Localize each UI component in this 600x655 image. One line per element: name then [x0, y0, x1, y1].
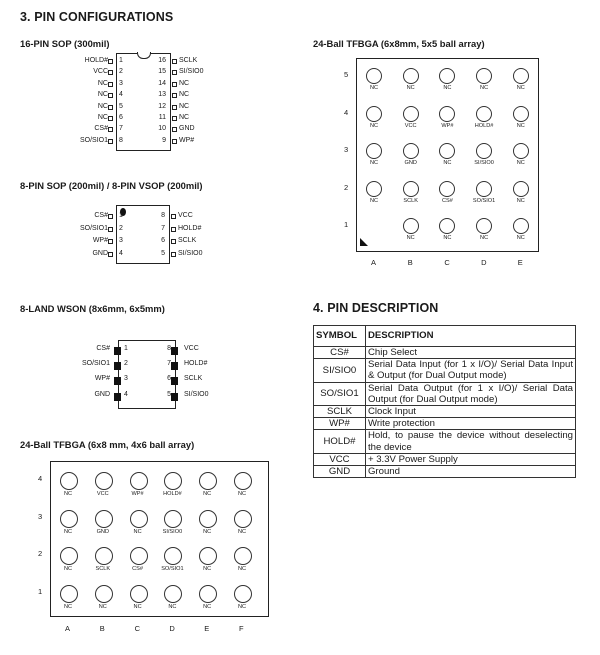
- pin-number: 5: [161, 249, 165, 257]
- pin-pad: [172, 70, 177, 75]
- pin-number: 1: [119, 57, 123, 64]
- pin-name: VCC: [93, 68, 108, 76]
- pin-symbol-cell: GND: [314, 466, 366, 478]
- pin-number: 8: [161, 212, 165, 219]
- pin-symbol-cell: SCLK: [314, 406, 366, 418]
- ball-label: SI/SIO0: [162, 528, 183, 535]
- pin-name: GND: [179, 125, 195, 133]
- pin-number: 13: [158, 91, 166, 99]
- pin-number: 3: [119, 79, 123, 87]
- solder-ball: [439, 181, 455, 197]
- pin1-notch: [137, 52, 151, 59]
- solder-ball: [476, 68, 492, 84]
- row-label: 4: [344, 107, 349, 117]
- solder-ball: [366, 143, 382, 159]
- ball-label: NC: [203, 528, 212, 535]
- pin-number: 14: [158, 79, 166, 87]
- ball-label: SI/SIO0: [474, 160, 494, 166]
- ball-label: NC: [516, 235, 525, 241]
- pin-configurations-heading: 3. PIN CONFIGURATIONS: [20, 10, 174, 24]
- table-row: [314, 406, 576, 418]
- ball-label: NC: [516, 197, 525, 204]
- ball-label: SCLK: [95, 566, 111, 572]
- pin-pad: [171, 214, 176, 219]
- ball-label: NC: [237, 528, 247, 535]
- pin-description-cell: + 3.3V Power Supply: [365, 453, 575, 465]
- pin-name: GND: [92, 249, 108, 257]
- column-label: D: [481, 258, 487, 267]
- ball-label: HOLD#: [474, 122, 494, 129]
- pin-description-heading: 4. PIN DESCRIPTION: [313, 301, 439, 315]
- solder-ball: [95, 510, 113, 528]
- table-row: [314, 430, 576, 453]
- pin-number: 8: [167, 345, 171, 352]
- ball-label: SO/SIO1: [472, 197, 496, 204]
- solder-ball: [234, 510, 252, 528]
- solder-ball: [234, 585, 252, 603]
- pin-description-cell: Ground: [365, 466, 575, 478]
- pin-pad: [171, 377, 178, 385]
- ball-label: SO/SIO1: [161, 566, 184, 572]
- ball-label: CS#: [132, 566, 144, 572]
- pin-name: HOLD#: [178, 224, 202, 232]
- pin-name: HOLD#: [184, 360, 208, 368]
- pin-pad: [172, 82, 177, 87]
- ball-label: VCC: [404, 122, 417, 129]
- pin-name: SCLK: [178, 237, 197, 245]
- pin-pad: [172, 139, 177, 144]
- pin-pad: [172, 93, 177, 98]
- solder-ball: [476, 218, 492, 234]
- pin-pad: [172, 105, 177, 110]
- table-row: [314, 453, 576, 465]
- pin-name: NC: [179, 79, 190, 87]
- pin-symbol-cell: CS#: [314, 347, 366, 359]
- ball-label: NC: [443, 85, 452, 91]
- pin-description-cell: Serial Data Output (for 1 x I/O)/ Serial Data Output (for Dual Output mode): [365, 382, 575, 405]
- pin-symbol-cell: SO/SIO1: [314, 382, 366, 405]
- ball-label: NC: [480, 85, 489, 91]
- table-row: [314, 347, 576, 359]
- pin-name: GND: [94, 390, 110, 398]
- pin-pad: [108, 214, 113, 219]
- pin-symbol-cell: VCC: [314, 453, 366, 465]
- column-label: F: [239, 624, 244, 633]
- pin-description-cell: Hold, to pause the device without deselecting the device: [365, 430, 575, 453]
- pin-symbol-cell: WP#: [314, 418, 366, 430]
- table-row: [314, 359, 576, 382]
- pin-pad: [108, 93, 113, 98]
- pin-number: 9: [162, 136, 166, 144]
- solder-ball: [403, 218, 419, 234]
- ball-label: NC: [516, 160, 525, 166]
- pin-number: 4: [124, 390, 128, 398]
- column-label: A: [371, 258, 377, 267]
- ball-label: NC: [63, 566, 73, 572]
- column-label: C: [134, 624, 141, 633]
- pin-pad: [108, 70, 113, 75]
- pin-number: 12: [158, 102, 166, 110]
- pin-number: 2: [124, 360, 128, 368]
- table-row: [314, 466, 576, 478]
- symbol-column-header: SYMBOL: [314, 326, 366, 347]
- pin-number: 6: [167, 375, 171, 383]
- pin-pad: [108, 139, 113, 144]
- pin-description-cell: Write protection: [365, 418, 575, 430]
- row-label: 4: [38, 474, 43, 483]
- ball-label: NC: [237, 491, 247, 497]
- solder-ball: [60, 510, 78, 528]
- table-row: [314, 418, 576, 430]
- pin-number: 2: [119, 224, 123, 232]
- pin-description-cell: Clock Input: [365, 406, 575, 418]
- pin-number: 4: [119, 91, 123, 99]
- solder-ball: [513, 106, 529, 122]
- solder-ball: [95, 547, 113, 565]
- solder-ball: [130, 547, 148, 565]
- ball-label: CS#: [441, 197, 453, 204]
- pin-number: 7: [119, 125, 123, 133]
- ball-label: NC: [369, 122, 379, 129]
- column-label: B: [99, 624, 105, 633]
- solder-ball: [366, 106, 382, 122]
- pin-number: 7: [167, 360, 171, 368]
- bga4x6-title: 24-Ball TFBGA (6x8 mm, 4x6 ball array): [20, 439, 195, 450]
- pin-number: 10: [158, 125, 166, 133]
- pin-description-table: [313, 325, 576, 478]
- pin-name: NC: [179, 102, 190, 110]
- pin-name: NC: [97, 114, 108, 121]
- pin-pad: [108, 252, 113, 257]
- sop8-title: 8-PIN SOP (200mil) / 8-PIN VSOP (200mil): [20, 180, 203, 191]
- pin-name: SCLK: [184, 375, 203, 383]
- ball-label: NC: [443, 160, 452, 166]
- ball-label: NC: [369, 197, 379, 204]
- pin-number: 5: [119, 102, 123, 110]
- pin-name: NC: [97, 79, 108, 87]
- pin-pad: [108, 59, 113, 64]
- pin-symbol-cell: HOLD#: [314, 430, 366, 453]
- pin-name: NC: [179, 91, 190, 99]
- ball-a1-marker: [360, 238, 368, 246]
- solder-ball: [95, 472, 113, 490]
- pin-number: 5: [167, 390, 171, 398]
- bga5x5-title: 24-Ball TFBGA (6x8mm, 5x5 ball array): [313, 38, 485, 49]
- ball-label: NC: [63, 491, 73, 497]
- ball-label: NC: [98, 603, 107, 610]
- pin-pad: [114, 377, 121, 385]
- pin-number: 16: [158, 57, 166, 64]
- solder-ball: [403, 106, 419, 122]
- solder-ball: [439, 106, 455, 122]
- pin-name: SO/SIO1: [81, 360, 110, 368]
- ball-label: WP#: [441, 122, 454, 129]
- pin-pad: [108, 239, 113, 244]
- solder-ball: [164, 510, 182, 528]
- solder-ball: [130, 510, 148, 528]
- pin-name: CS#: [96, 345, 110, 352]
- pin-name: VCC: [178, 212, 193, 219]
- solder-ball: [513, 218, 529, 234]
- column-label: D: [169, 624, 175, 633]
- ball-label: NC: [203, 491, 212, 497]
- sop16-title: 16-PIN SOP (300mil): [20, 38, 110, 49]
- pin-pad: [114, 347, 121, 355]
- solder-ball: [164, 585, 182, 603]
- solder-ball: [403, 143, 419, 159]
- ball-label: NC: [168, 603, 177, 610]
- pin-number: 6: [161, 237, 165, 245]
- pin-name: WP#: [179, 136, 195, 144]
- solder-ball: [130, 585, 148, 603]
- table-header-row: [314, 326, 576, 347]
- solder-ball: [513, 68, 529, 84]
- pin-number: 15: [158, 68, 166, 76]
- column-label: E: [517, 258, 523, 267]
- ball-label: GND: [96, 528, 110, 535]
- solder-ball: [234, 472, 252, 490]
- pin-number: 4: [119, 249, 123, 257]
- ball-label: SCLK: [403, 197, 418, 204]
- wson-title: 8-LAND WSON (8x6mm, 6x5mm): [20, 303, 165, 314]
- pin-pad: [108, 127, 113, 132]
- pin-pad: [108, 227, 113, 232]
- solder-ball: [60, 585, 78, 603]
- pin-pad: [114, 393, 121, 401]
- ball-label: NC: [516, 122, 525, 129]
- pin-name: NC: [97, 102, 108, 110]
- ball-label: NC: [133, 603, 142, 610]
- solder-ball: [234, 547, 252, 565]
- solder-ball: [366, 181, 382, 197]
- pin-pad: [171, 239, 176, 244]
- column-label: B: [407, 258, 413, 267]
- pin-pad: [108, 116, 113, 121]
- solder-ball: [199, 585, 217, 603]
- pin-symbol-cell: SI/SIO0: [314, 359, 366, 382]
- pin-number: 8: [119, 136, 123, 144]
- pin-pad: [172, 59, 177, 64]
- ball-label: WP#: [131, 491, 144, 497]
- ball-label: VCC: [96, 491, 109, 497]
- solder-ball: [130, 472, 148, 490]
- pin-name: SI/SIO0: [179, 68, 204, 76]
- pin-name: SO/SIO1: [79, 136, 108, 144]
- pin-pad: [171, 227, 176, 232]
- pin-number: 1: [119, 212, 123, 219]
- pin-number: 7: [161, 224, 165, 232]
- solder-ball: [513, 143, 529, 159]
- solder-ball: [476, 143, 492, 159]
- ball-label: NC: [203, 566, 212, 572]
- pin-name: SCLK: [179, 57, 198, 64]
- pin-description-cell: Serial Data Input (for 1 x I/O)/ Serial Data Input & Output (for Dual Output mode): [365, 359, 575, 382]
- pin-pad: [114, 362, 121, 370]
- row-label: 2: [38, 549, 43, 558]
- pin-pad: [171, 347, 178, 355]
- pin-name: SI/SIO0: [178, 249, 203, 257]
- ball-label: NC: [369, 160, 379, 166]
- row-label: 2: [344, 182, 349, 192]
- ball-label: NC: [203, 603, 212, 610]
- row-label: 5: [344, 70, 349, 79]
- pin-number: 2: [119, 68, 123, 76]
- solder-ball: [513, 181, 529, 197]
- ball-label: NC: [237, 566, 247, 572]
- pin-pad: [171, 252, 176, 257]
- pin-number: 3: [119, 237, 123, 245]
- row-label: 3: [344, 145, 349, 154]
- ball-label: NC: [63, 603, 73, 610]
- pin-name: CS#: [94, 125, 108, 133]
- table-row: [314, 382, 576, 405]
- pin-number: 6: [119, 114, 123, 121]
- ball-label: NC: [237, 603, 247, 610]
- solder-ball: [476, 106, 492, 122]
- pin-name: NC: [97, 91, 108, 99]
- ball-label: NC: [406, 85, 415, 91]
- solder-ball: [476, 181, 492, 197]
- ball-label: NC: [480, 235, 489, 241]
- ball-label: NC: [406, 235, 415, 241]
- pin-name: CS#: [94, 212, 108, 219]
- pin-pad: [172, 116, 177, 121]
- description-column-header: DESCRIPTION: [365, 326, 575, 347]
- solder-ball: [60, 472, 78, 490]
- pin-name: SO/SIO1: [79, 224, 108, 232]
- solder-ball: [403, 68, 419, 84]
- pin-pad: [171, 393, 178, 401]
- pin-pad: [172, 127, 177, 132]
- ball-label: NC: [516, 85, 525, 91]
- column-label: C: [444, 258, 450, 267]
- pin-name: NC: [179, 114, 190, 121]
- column-label: A: [65, 624, 71, 633]
- solder-ball: [95, 585, 113, 603]
- solder-ball: [366, 68, 382, 84]
- solder-ball: [199, 510, 217, 528]
- pin-number: 1: [124, 345, 128, 352]
- pin-name: HOLD#: [84, 57, 108, 64]
- pin-pad: [171, 362, 178, 370]
- column-label: E: [204, 624, 210, 633]
- ball-label: GND: [404, 160, 417, 166]
- ball-label: HOLD#: [163, 491, 182, 497]
- solder-ball: [60, 547, 78, 565]
- pin-name: SI/SIO0: [184, 390, 209, 398]
- pin-pad: [108, 82, 113, 87]
- pin-name: WP#: [94, 375, 110, 383]
- pin-description-cell: Chip Select: [365, 347, 575, 359]
- pin-number: 11: [158, 114, 166, 121]
- pin-pad: [108, 105, 113, 110]
- ball-label: NC: [63, 528, 73, 535]
- pin-name: VCC: [184, 345, 199, 352]
- ball-label: NC: [133, 528, 142, 535]
- pin-name: WP#: [92, 237, 108, 245]
- row-label: 1: [38, 586, 43, 596]
- row-label: 1: [344, 220, 349, 229]
- ball-label: NC: [443, 235, 452, 241]
- pin-number: 3: [124, 375, 128, 383]
- row-label: 3: [38, 511, 43, 521]
- ball-label: NC: [369, 85, 379, 91]
- solder-ball: [403, 181, 419, 197]
